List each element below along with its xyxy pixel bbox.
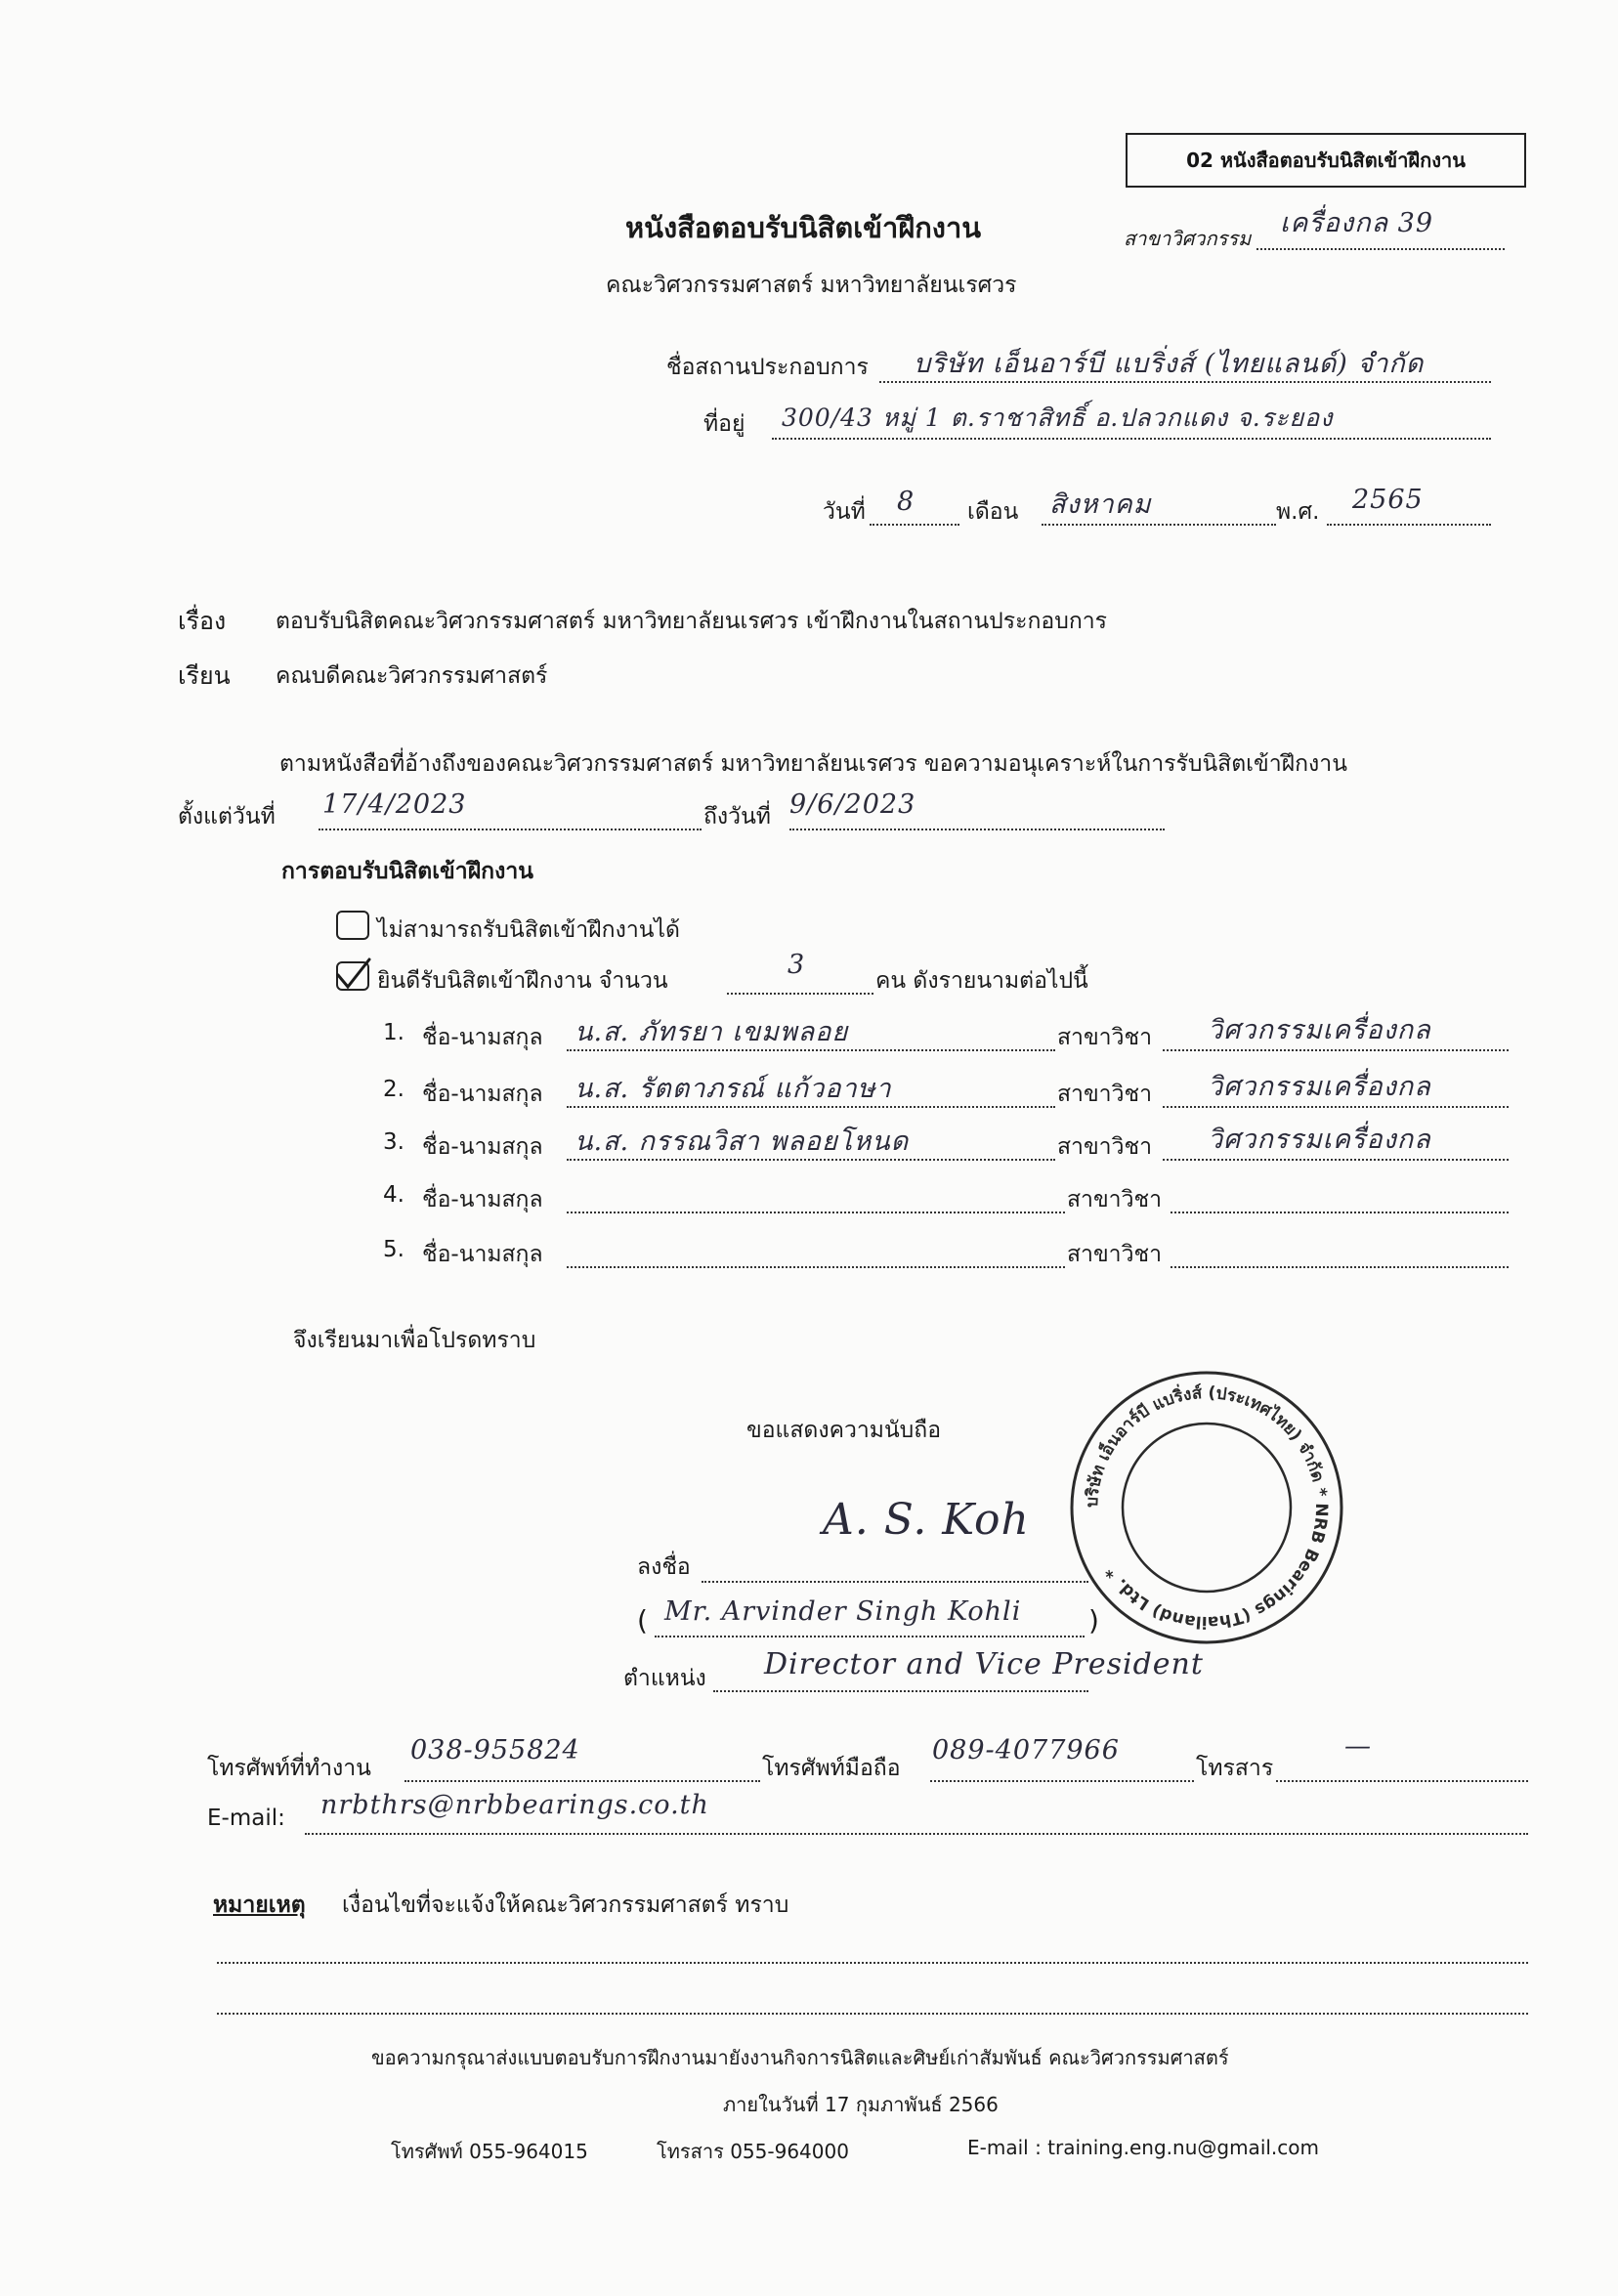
fax-value: —	[1344, 1731, 1372, 1762]
email-dotline	[305, 1833, 1528, 1835]
form-tag	[1126, 133, 1526, 188]
student-name-dotline	[567, 1212, 1065, 1213]
student-major-value: วิศวกรรมเครื่องกล	[1208, 1072, 1431, 1102]
student-name-value: น.ส. ภัทรยา เขมพลอย	[575, 1017, 849, 1047]
date-year-label: พ.ศ.	[1276, 499, 1320, 525]
signer-name: Mr. Arvinder Singh Kohli	[664, 1596, 1022, 1627]
mobile-dotline	[930, 1780, 1194, 1782]
footer-line-2: ภายในวันที่ 17 กุมภาพันธ์ 2566	[723, 2093, 999, 2116]
student-major-label: สาขาวิชา	[1057, 1134, 1153, 1160]
reject-option-label: ไม่สามารถรับนิสิตเข้าฝึกงานได้	[377, 917, 680, 943]
seal-inner-ring	[1123, 1424, 1291, 1592]
student-name-label: ชื่อ-นามสกุล	[422, 1134, 543, 1160]
period-to-label: ถึงวันที่	[703, 804, 771, 829]
address-label: ที่อยู่	[703, 411, 745, 437]
position-dotline	[713, 1690, 1088, 1692]
office-phone-label: โทรศัพท์ที่ทำงาน	[207, 1756, 371, 1781]
date-day-label: วันที่	[823, 499, 866, 525]
email-value: nrbthrs@nrbbearings.co.th	[320, 1790, 709, 1820]
student-no: 3.	[383, 1129, 404, 1155]
count-value: 3	[788, 950, 806, 980]
to-label: เรียน	[178, 661, 231, 690]
position-label: ตำแหน่ง	[623, 1666, 706, 1691]
count-suffix: คน ดังรายนามต่อไปนี้	[875, 968, 1088, 994]
department-dotline	[1256, 248, 1505, 250]
student-no: 2.	[383, 1077, 404, 1102]
date-year-dotline	[1327, 524, 1491, 526]
footer-phone: โทรศัพท์ 055-964015	[391, 2140, 588, 2163]
subject-label: เรื่อง	[178, 607, 227, 635]
student-name-value: น.ส. กรรณวิสา พลอยโหนด	[575, 1127, 910, 1157]
student-name-label: ชื่อ-นามสกุล	[422, 1187, 543, 1212]
acceptance-heading: การตอบรับนิสิตเข้าฝึกงาน	[281, 859, 533, 884]
email-label: E-mail:	[207, 1806, 285, 1831]
closing-inform: จึงเรียนมาเพื่อโปรดทราบ	[293, 1328, 536, 1353]
company-seal	[1067, 1368, 1346, 1647]
address-dotline	[772, 438, 1491, 440]
student-major-label: สาขาวิชา	[1057, 1025, 1153, 1050]
position-value: Director and Vice President	[764, 1647, 1204, 1681]
period-from-dotline	[319, 829, 702, 830]
department-value: เครื่องกล 39	[1280, 208, 1434, 238]
period-to-dotline	[789, 829, 1165, 830]
date-day-dotline	[870, 524, 959, 526]
reject-checkbox[interactable]	[336, 911, 369, 940]
checkmark-icon	[334, 957, 373, 993]
signer-close-paren: )	[1088, 1604, 1099, 1637]
company-name-value: บริษัท เอ็นอาร์บี แบริ่งส์ (ไทยแลนด์) จำกัด	[914, 349, 1425, 379]
company-name-label: ชื่อสถานประกอบการ	[666, 355, 869, 380]
date-month-value: สิงหาคม	[1049, 489, 1152, 520]
department-label: สาขาวิศวกรรม	[1124, 227, 1252, 250]
remark-line-2	[217, 2013, 1528, 2015]
signature: A. S. Koh	[823, 1495, 1030, 1545]
count-dotline	[727, 993, 873, 995]
mobile-label: โทรศัพท์มือถือ	[762, 1756, 901, 1781]
period-to-value: 9/6/2023	[789, 789, 916, 820]
accept-option-label: ยินดีรับนิสิตเข้าฝึกงาน จำนวน	[377, 968, 668, 994]
student-major-value: วิศวกรรมเครื่องกล	[1208, 1125, 1431, 1155]
student-name-label: ชื่อ-นามสกุล	[422, 1242, 543, 1267]
student-major-dotline	[1171, 1266, 1509, 1268]
fax-label: โทรสาร	[1196, 1756, 1274, 1781]
period-from-value: 17/4/2023	[322, 789, 467, 820]
remark-label: หมายเหตุ	[213, 1892, 306, 1918]
form-tag-text: 02 หนังสือตอบรับนิสิตเข้าฝึกงาน	[1186, 149, 1466, 172]
student-major-value: วิศวกรรมเครื่องกล	[1208, 1015, 1431, 1045]
page-title: หนังสือตอบรับนิสิตเข้าฝึกงาน	[625, 211, 982, 244]
student-name-value: น.ส. รัตตาภรณ์ แก้วอาษา	[575, 1074, 892, 1104]
student-no: 1.	[383, 1020, 404, 1045]
footer-email: E-mail : training.eng.nu@gmail.com	[967, 2136, 1319, 2159]
student-major-dotline	[1171, 1212, 1509, 1213]
student-no: 4.	[383, 1182, 404, 1208]
date-year-value: 2565	[1352, 485, 1424, 515]
office-phone-value: 038-955824	[410, 1735, 580, 1765]
office-phone-dotline	[404, 1780, 760, 1782]
student-name-label: ชื่อ-นามสกุล	[422, 1025, 543, 1050]
footer-fax: โทรสาร 055-964000	[657, 2140, 849, 2163]
body-paragraph: ตามหนังสือที่อ้างถึงของคณะวิศวกรรมศาสตร์ มหาวิทยาลัยนเรศวร ขอความอนุเคราะห์ในการรับนิสิตเข้าฝึกงาน	[279, 751, 1347, 777]
date-month-label: เดือน	[967, 499, 1019, 525]
address-value: 300/43 หมู่ 1 ต.ราชาสิทธิ์ อ.ปลวกแดง จ.ระยอง	[782, 404, 1334, 432]
period-from-label: ตั้งแต่วันที่	[178, 804, 276, 829]
remark-text: เงื่อนไขที่จะแจ้งให้คณะวิศวกรรมศาสตร์ ทราบ	[342, 1892, 789, 1918]
to-text: คณบดีคณะวิศวกรรมศาสตร์	[276, 663, 548, 689]
seal-ring-text: บริษัท เอ็นอาร์บี แบริ่งส์ (ประเทศไทย) จำกัด * NRB Bearings (Thailand) Ltd. *	[1082, 1382, 1332, 1633]
student-major-label: สาขาวิชา	[1057, 1082, 1153, 1107]
date-day-value: 8	[897, 487, 915, 517]
student-name-dotline	[567, 1266, 1065, 1268]
accept-checkbox[interactable]	[336, 961, 369, 991]
seal-outer-ring	[1072, 1373, 1341, 1642]
closing-regards: ขอแสดงความนับถือ	[746, 1418, 942, 1443]
signer-dotline	[655, 1636, 1085, 1637]
student-name-label: ชื่อ-นามสกุล	[422, 1082, 543, 1107]
sign-label: ลงชื่อ	[637, 1554, 691, 1580]
student-no: 5.	[383, 1237, 404, 1262]
sign-dotline	[702, 1581, 1088, 1583]
subject-text: ตอบรับนิสิตคณะวิศวกรรมศาสตร์ มหาวิทยาลัยนเรศวร เข้าฝึกงานในสถานประกอบการ	[276, 609, 1108, 634]
faculty-name: คณะวิศวกรรมศาสตร์ มหาวิทยาลัยนเรศวร	[606, 273, 1017, 298]
remark-line-1	[217, 1962, 1528, 1964]
student-major-label: สาขาวิชา	[1067, 1187, 1163, 1212]
signer-open-paren: (	[637, 1604, 648, 1637]
student-major-label: สาขาวิชา	[1067, 1242, 1163, 1267]
footer-line-1: ขอความกรุณาส่งแบบตอบรับการฝึกงานมายังงานกิจการนิสิตและศิษย์เก่าสัมพันธ์ คณะวิศวกรรมศาสตร์	[371, 2046, 1229, 2069]
mobile-value: 089-4077966	[932, 1735, 1120, 1765]
fax-dotline	[1276, 1780, 1528, 1782]
